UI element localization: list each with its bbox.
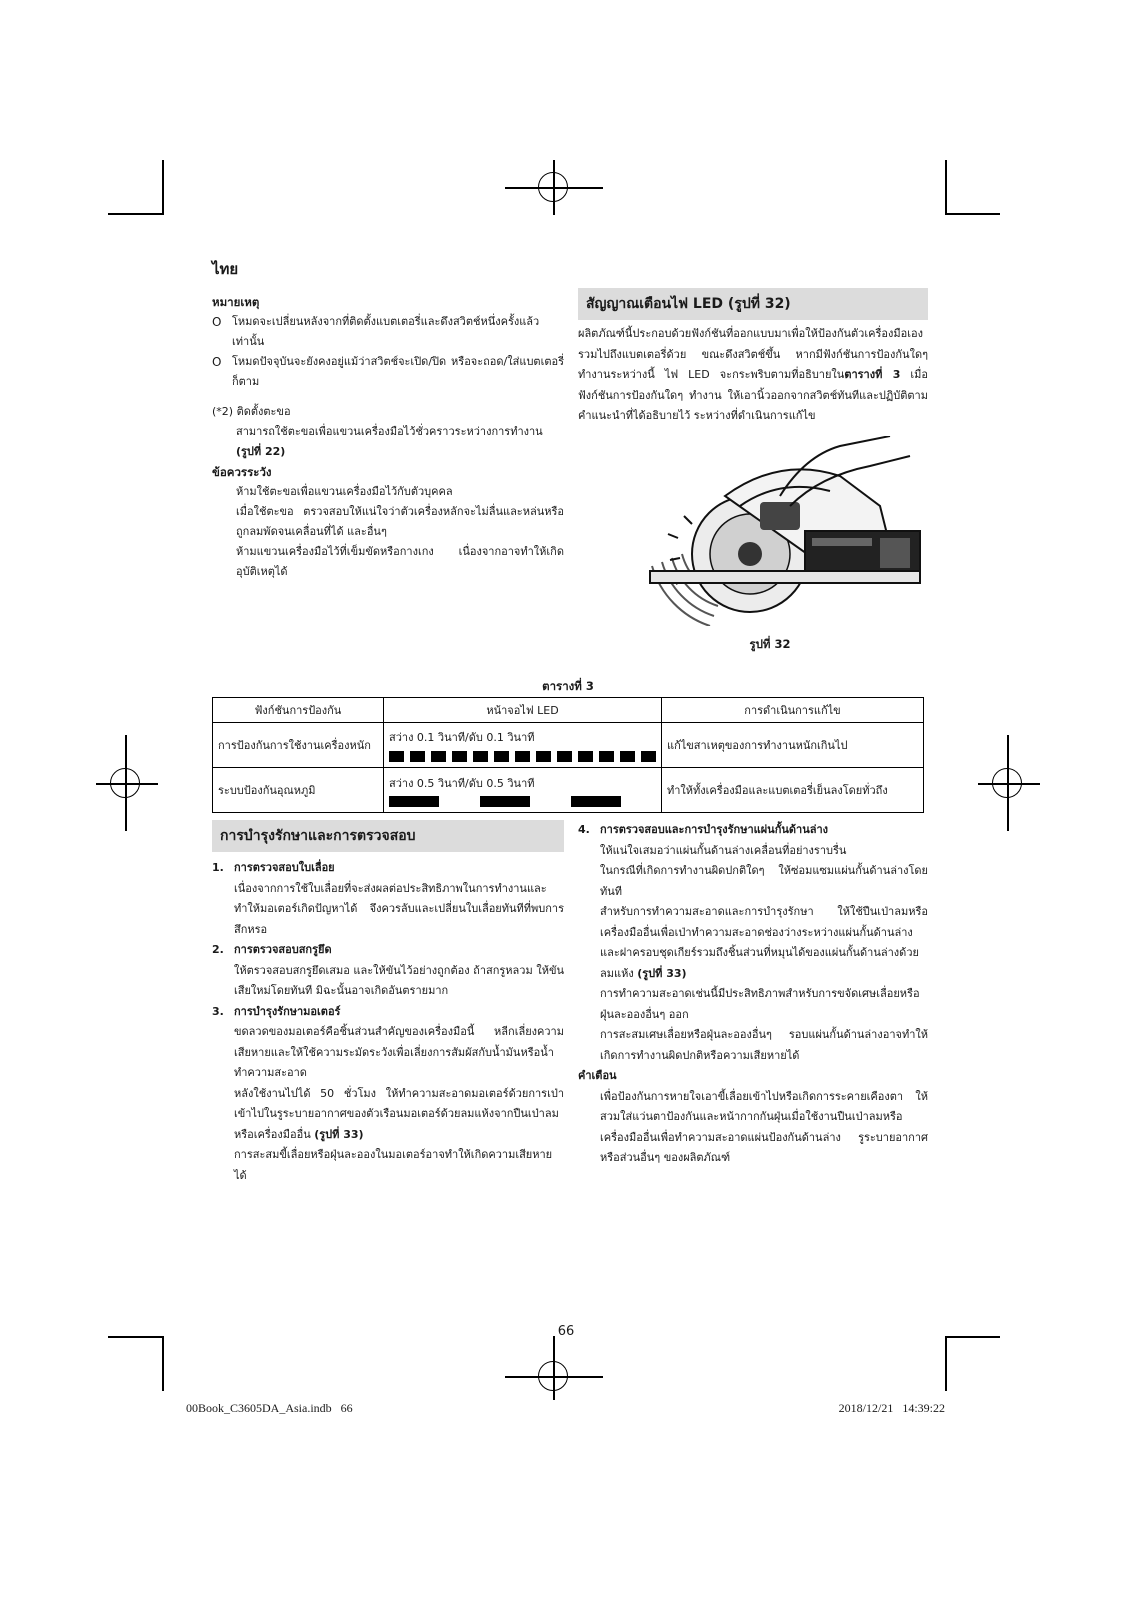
bullet-marker: O — [212, 355, 222, 369]
table-caption: ตารางที่ 3 — [542, 679, 594, 693]
maintenance-item-body: ขดลวดของมอเตอร์คือชิ้นส่วนสำคัญของเครื่องมือนี้ หลีกเลี่ยงความเสียหายและให้ใช้ความระมัดระวังเพื่อเลี่ยงการสัมผัสกับน้ำมันหรือน้ำทำความสะอาด — [234, 1025, 564, 1079]
column-header: ฟังก์ชันการป้องกัน — [213, 698, 384, 723]
protection-table — [212, 697, 924, 813]
note-heading: หมายเหตุ — [212, 295, 260, 309]
caution-item: ห้ามใช้ตะขอเพื่อแขวนเครื่องมือไว้กับตัวบุคคล — [236, 485, 453, 498]
maintenance-item-title: 3. การบำรุงรักษามอเตอร์ — [212, 1004, 341, 1018]
warning-heading: คำเตือน — [578, 1069, 617, 1082]
led-display: สว่าง 0.5 วินาที/ดับ 0.5 วินาที — [384, 768, 662, 813]
led-section — [578, 288, 928, 427]
column-header: หน้าจอไฟ LED — [384, 698, 662, 723]
hook-text: สามารถใช้ตะขอเพื่อแขวนเครื่องมือไว้ชั่วคราวระหว่างการทำงาน (รูปที่ 22) — [236, 425, 543, 458]
led-bar — [389, 796, 439, 807]
maintenance-section — [212, 828, 564, 1186]
led-block — [494, 751, 509, 762]
corrective-action: ทำให้ทั้งเครื่องมือและแบตเตอรี่เย็นลงโดยทั่วถึง — [662, 768, 924, 813]
warning-text: เพื่อป้องกันการหายใจเอาขี้เลื่อยเข้าไปหรือเกิดการระคายเคืองตา ให้สวมใส่แว่นตาป้องกันและหน้ากากกันฝุ่นเมื่อใช้งานปืนเป่าลมหรือเครื่องมืออื่นเพื่อทำความสะอาดแผ่นป้องกันด้านล่าง รูระบายอากาศหรือส่วนอื่นๆ ของผลิตภัณฑ์ — [600, 1089, 928, 1164]
figure-caption: รูปที่ 32 — [749, 637, 791, 651]
led-bar — [480, 796, 530, 807]
maintenance-item-title: 1. การตรวจสอบใบเลื่อย — [212, 861, 335, 874]
guard-paragraph: การทำความสะอาดเช่นนี้มีประสิทธิภาพสำหรับการขจัดเศษเลื่อยหรือฝุ่นละอองอื่นๆ ออก — [600, 987, 920, 1021]
maintenance-item-body: หลังใช้งานไปได้ 50 ชั่วโมง ให้ทำความสะอาดมอเตอร์ด้วยการเป่าเข้าไปในรูระบายอากาศของตัวเรือนมอเตอร์ด้วยลมแห้งจากปืนเป่าลมหรือเครื่องมืออื่น (รูปที่ 33) — [234, 1086, 564, 1141]
protection-function: ระบบป้องกันอุณหภูมิ — [213, 768, 384, 813]
led-block — [578, 751, 593, 762]
maintenance-banner: การบำรุงรักษาและการตรวจสอบ — [212, 820, 564, 852]
footer-timestamp: 2018/12/21 14:39:22 — [838, 1401, 945, 1415]
led-block — [410, 751, 425, 762]
maintenance-item-body: การสะสมขี้เลื่อยหรือฝุ่นละอองในมอเตอร์อาจทำให้เกิดความเสียหายได้ — [234, 1148, 553, 1182]
footer-filename: 00Book_C3605DA_Asia.indb 66 — [186, 1401, 353, 1415]
led-block — [599, 751, 614, 762]
table-row — [213, 768, 924, 813]
led-block — [389, 751, 404, 762]
led-description: ผลิตภัณฑ์นี้ประกอบด้วยฟังก์ชันที่ออกแบบมาเพื่อให้ป้องกันตัวเครื่องมือเองรวมไปถึงแบตเตอรี่ด้วย ขณะดึงสวิตช์ขึ้น หากมีฟังก์ชันการป้องกันใดๆ ทำงานระหว่างนี้ ไฟ LED จะกระพริบตามที่อธิบายในตารางที่ 3 เมื่อฟังก์ชันการป้องกันใดๆ ทำงาน ให้เอานิ้วออกจากสวิตช์ทันทีและปฏิบัติตามคำแนะนำที่ได้อธิบายไว้ ระหว่างที่ดำเนินการแก้ไข — [578, 327, 928, 422]
protection-function: การป้องกันการใช้งานเครื่องหนัก — [213, 723, 384, 768]
table-header-row — [213, 698, 924, 723]
led-block — [515, 751, 530, 762]
hook-label: (*2) ติดตั้งตะขอ — [212, 405, 291, 418]
caution-heading: ข้อควรระวัง — [212, 465, 272, 479]
circular-saw-illustration — [630, 436, 930, 626]
caution-item: เมื่อใช้ตะขอ ตรวจสอบให้แน่ใจว่าตัวเครื่องหลักจะไม่ลื่นและหล่นหรือถูกลมพัดจนเคลื่อนที่ได้ และอื่นๆ — [236, 505, 564, 538]
maintenance-item-title: 2. การตรวจสอบสกรูยึด — [212, 943, 332, 956]
bullet-marker: O — [212, 315, 222, 329]
guard-paragraph: ในกรณีที่เกิดการทำงานผิดปกติใดๆ ให้ซ่อมแซมแผ่นกั้นด้านล่างโดยทันที — [600, 864, 928, 898]
maintenance-item-body: เนื่องจากการใช้ใบเลื่อยที่จะส่งผลต่อประสิทธิภาพในการทำงานและทำให้มอเตอร์เกิดปัญหาได้ จึงควรลับและเปลี่ยนใบเลื่อยทันทีที่พบการสึกหรอ — [234, 881, 564, 936]
column-header: การดำเนินการแก้ไข — [662, 698, 924, 723]
led-block — [641, 751, 656, 762]
guard-paragraph: การสะสมเศษเลื่อยหรือฝุ่นละอองอื่นๆ รอบแผ่นกั้นด้านล่างอาจทำให้เกิดการทำงานผิดปกติหรือความเสียหายได้ — [600, 1028, 928, 1062]
led-slow-blink-pattern — [389, 796, 621, 807]
led-bar — [571, 796, 621, 807]
guard-paragraph: สำหรับการทำความสะอาดและการบำรุงรักษา ให้ใช้ปืนเป่าลมหรือเครื่องมืออื่นเพื่อเป่าทำความสะอาดช่องว่างระหว่างแผ่นกั้นด้านล่างและฝาครอบชุดเกียร์รวมถึงชิ้นส่วนที่หมุนได้ของแผ่นกั้นด้านล่างด้วยลมแห้ง (รูปที่ 33) — [600, 905, 928, 980]
maintenance-item-body: ให้ตรวจสอบสกรูยึดเสมอ และให้ขันไว้อย่างถูกต้อง ถ้าสกรูหลวม ให้ขันเสียใหม่โดยทันที มิฉะนั้นอาจเกิดอันตรายมาก — [234, 963, 564, 997]
note-item: O โหมดปัจจุบันจะยังคงอยู่แม้ว่าสวิตช์จะเปิด/ปิด หรือจะถอด/ใส่แบตเตอรี่ก็ตาม — [212, 352, 564, 392]
led-display: สว่าง 0.1 วินาที/ดับ 0.1 วินาที — [384, 723, 662, 768]
left-column — [212, 292, 564, 582]
led-block — [452, 751, 467, 762]
maintenance-item-title: 4. การตรวจสอบและการบำรุงรักษาแผ่นกั้นด้านล่าง — [578, 823, 829, 836]
led-section-banner: สัญญาณเตือนไฟ LED (รูปที่ 32) — [578, 288, 928, 320]
language-label: ไทย — [212, 260, 239, 278]
note-item: O โหมดจะเปลี่ยนหลังจากที่ติดตั้งแบตเตอรี่และดึงสวิตช์หนึ่งครั้งแล้วเท่านั้น — [212, 312, 564, 352]
corrective-action: แก้ไขสาเหตุของการทำงานหนักเกินไป — [662, 723, 924, 768]
table-row — [213, 723, 924, 768]
led-block — [620, 751, 635, 762]
led-block — [557, 751, 572, 762]
led-fast-blink-pattern — [389, 751, 656, 762]
led-block — [536, 751, 551, 762]
caution-item: ห้ามแขวนเครื่องมือไว้ที่เข็มขัดหรือกางเกง เนื่องจากอาจทำให้เกิดอุบัติเหตุได้ — [236, 545, 564, 578]
page-number: 66 — [557, 1324, 575, 1339]
led-block — [473, 751, 488, 762]
lower-guard-section — [578, 823, 928, 1169]
led-block — [431, 751, 446, 762]
guard-paragraph: ให้แน่ใจเสมอว่าแผ่นกั้นด้านล่างเคลื่อนที่อย่างราบรื่น — [600, 843, 847, 857]
